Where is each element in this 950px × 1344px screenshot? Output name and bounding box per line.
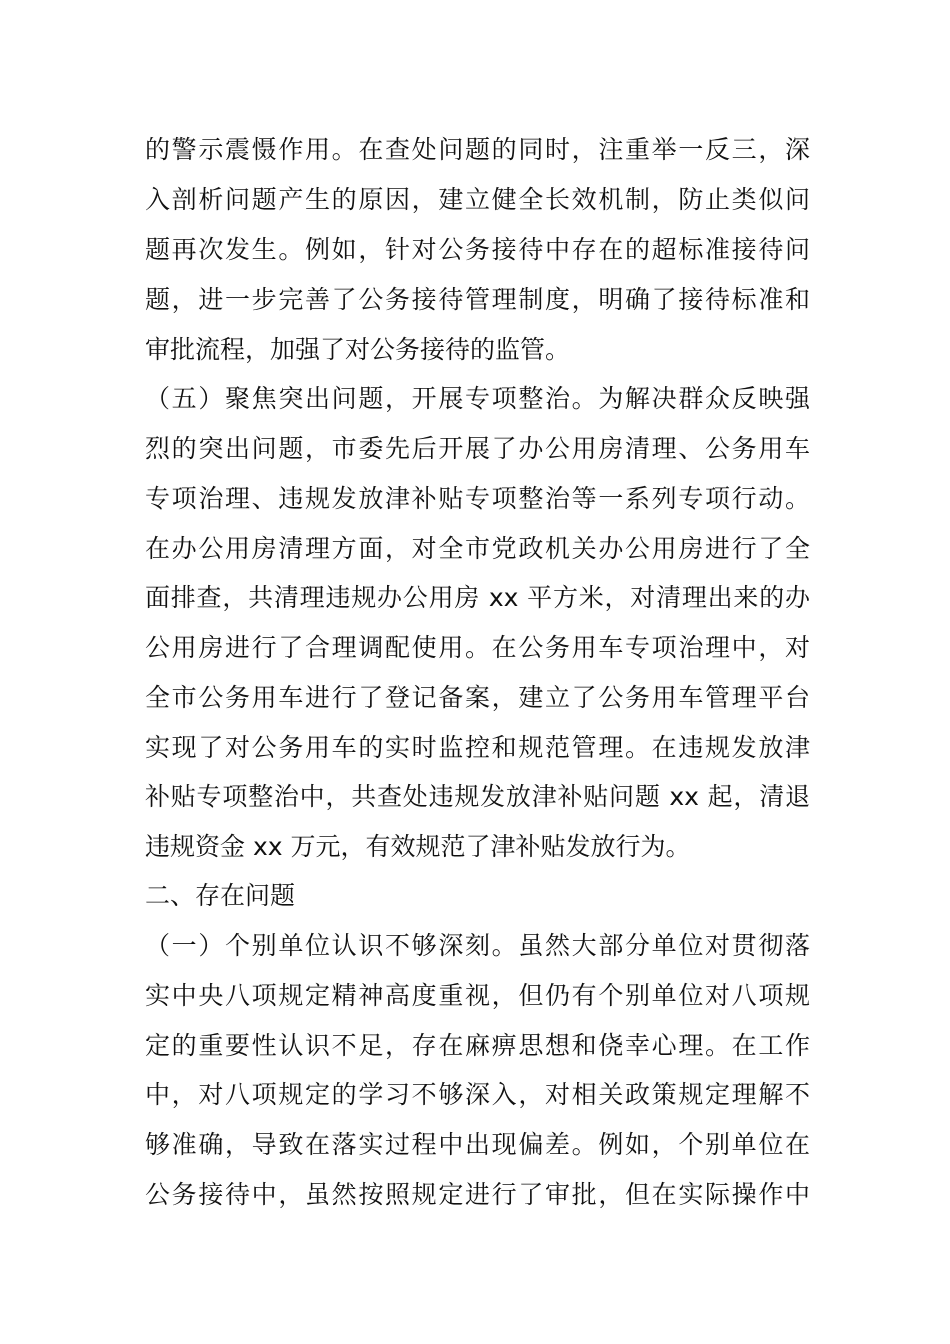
text-line-7: 烈的突出问题，市委先后开展了办公用房清理、公务用车 [145,434,810,463]
text-line-10: 面排查，共清理违规办公用房 xx 平方米，对清理出来的办 [145,583,810,612]
text-line-17: （一）个别单位认识不够深刻。虽然大部分单位对贯彻落 [145,931,810,960]
text-line-11: 公用房进行了合理调配使用。在公务用车专项治理中，对 [145,633,810,662]
text-line-18: 实中央八项规定精神高度重视，但仍有个别单位对八项规 [145,981,810,1010]
text-line-3: 题再次发生。例如，针对公务接待中存在的超标准接待问 [145,235,810,264]
text-line-2: 入剖析问题产生的原因，建立健全长效机制，防止类似问 [145,185,810,214]
text-line-9: 在办公用房清理方面，对全市党政机关办公用房进行了全 [145,534,810,563]
text-line-8: 专项治理、违规发放津补贴专项整治等一系列专项行动。 [145,484,810,513]
text-line-5: 审批流程，加强了对公务接待的监管。 [145,335,571,364]
text-line-12: 全市公务用车进行了登记备案，建立了公务用车管理平台 [145,683,810,712]
text-line-15: 违规资金 xx 万元，有效规范了津补贴发放行为。 [145,832,691,861]
text-line-1: 的警示震慑作用。在查处问题的同时，注重举一反三，深 [145,135,810,164]
text-line-13: 实现了对公务用车的实时监控和规范管理。在违规发放津 [145,733,810,762]
text-line-6: （五）聚焦突出问题，开展专项整治。为解决群众反映强 [145,384,810,413]
text-line-21: 够准确，导致在落实过程中出现偏差。例如，个别单位在 [145,1130,810,1159]
section-heading: 二、存在问题 [145,881,296,910]
text-line-4: 题，进一步完善了公务接待管理制度，明确了接待标准和 [145,285,810,314]
text-line-19: 定的重要性认识不足，存在麻痹思想和侥幸心理。在工作 [145,1031,810,1060]
text-line-20: 中，对八项规定的学习不够深入，对相关政策规定理解不 [145,1080,810,1109]
text-line-22: 公务接待中，虽然按照规定进行了审批，但在实际操作中 [145,1180,810,1209]
text-line-14: 补贴专项整治中，共查处违规发放津补贴问题 xx 起，清退 [145,782,810,811]
